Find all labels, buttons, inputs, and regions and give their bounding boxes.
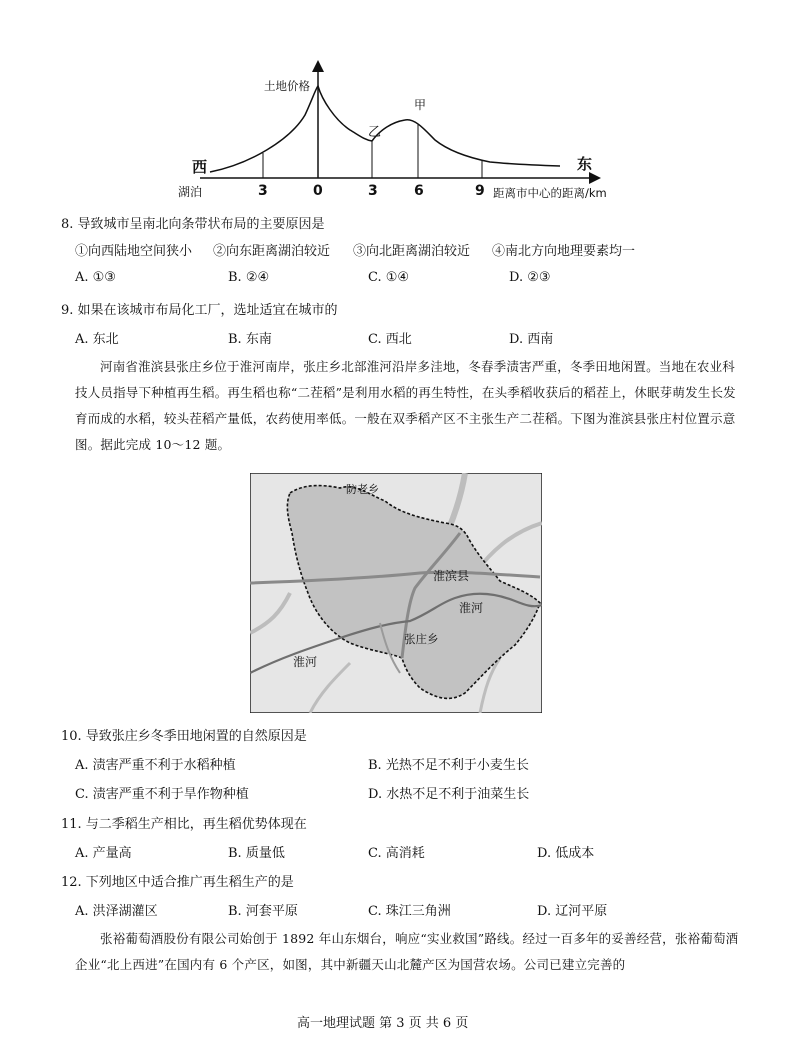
map-label-county: 淮滨县 bbox=[433, 569, 470, 583]
q9-option-c[interactable]: C. 西北 bbox=[368, 332, 412, 347]
q8-option-c[interactable]: C. ①④ bbox=[368, 270, 410, 285]
graph-y-label: 土地价格 bbox=[264, 79, 310, 93]
q9-stem: 9. 如果在该城市布局化工厂，选址适宜在城市的 bbox=[61, 303, 338, 318]
passage-rebirth-rice: 河南省淮滨县张庄乡位于淮河南岸，张庄乡北部淮河沿岸多洼地，冬春季渍害严重，冬季田地闲置。当地在农业科技人员指导下种植再生稻。再生稻也称“二茬稻”是利用水稻的再生特性，在头季稻收获后的稻茬上，休眠芽萌发生长发育而成的水稻，较头茬稻产量低，农药使用率低。一般在双季稻产区不主张生产二茬稻。下图为淮滨县张庄村位置示意图。据此完成 10～12 题。 bbox=[75, 359, 736, 452]
map-label-top: 防老乡 bbox=[346, 483, 379, 496]
graph-west-label: 西 bbox=[192, 158, 208, 176]
graph-east-label: 东 bbox=[577, 155, 593, 173]
map-label-river-left: 淮河 bbox=[293, 655, 318, 669]
graph-tick-e9: 9 bbox=[475, 183, 485, 199]
map-label-town: 张庄乡 bbox=[404, 632, 439, 646]
q11-option-a[interactable]: A. 产量高 bbox=[75, 846, 132, 861]
q12-option-b[interactable]: B. 河套平原 bbox=[228, 904, 298, 919]
q9-option-d[interactable]: D. 西南 bbox=[509, 332, 554, 347]
zhangzhuang-location-map bbox=[250, 473, 542, 713]
q8-item-2: ②向东距离湖泊较近 bbox=[213, 244, 331, 259]
page-footer: 高一地理试题 第 3 页 共 6 页 bbox=[297, 1016, 469, 1031]
graph-label-jia: 甲 bbox=[414, 98, 427, 112]
q9-option-a[interactable]: A. 东北 bbox=[75, 332, 119, 347]
q12-option-a[interactable]: A. 洪泽湖灌区 bbox=[75, 904, 158, 919]
q10-option-c[interactable]: C. 渍害严重不利于旱作物种植 bbox=[75, 787, 249, 802]
graph-tick-e6: 6 bbox=[414, 183, 424, 199]
q10-stem: 10. 导致张庄乡冬季田地闲置的自然原因是 bbox=[61, 729, 307, 744]
q12-stem: 12. 下列地区中适合推广再生稻生产的是 bbox=[61, 875, 294, 890]
graph-tick-w3: 3 bbox=[258, 183, 268, 199]
q12-option-d[interactable]: D. 辽河平原 bbox=[537, 904, 608, 919]
q8-option-d[interactable]: D. ②③ bbox=[509, 270, 551, 285]
graph-tick-0: 0 bbox=[313, 183, 323, 199]
q8-item-4: ④南北方向地理要素均一 bbox=[492, 244, 636, 259]
passage-changyu-wine: 张裕葡萄酒股份有限公司始创于 1892 年山东烟台，响应“实业救国”路线。经过一百多年的妥善经营，张裕葡萄酒企业“北上西进”在国内有 6 个产区，如图，其中新疆天山北麓产区为国营农场。公司已建立完善的 bbox=[75, 931, 739, 972]
q10-option-a[interactable]: A. 渍害严重不利于水稻种植 bbox=[75, 758, 236, 773]
q11-option-c[interactable]: C. 高消耗 bbox=[368, 846, 425, 861]
q8-item-1: ①向西陆地空间狭小 bbox=[75, 244, 193, 259]
graph-label-yi: 乙 bbox=[368, 125, 382, 140]
graph-x-label: 距离市中心的距离/km bbox=[493, 186, 607, 200]
graph-lake-label: 湖泊 bbox=[178, 185, 203, 199]
land-price-graph bbox=[170, 60, 640, 205]
q10-option-b[interactable]: B. 光热不足不利于小麦生长 bbox=[368, 758, 529, 773]
q9-option-b[interactable]: B. 东南 bbox=[228, 332, 272, 347]
q12-option-c[interactable]: C. 珠江三角洲 bbox=[368, 904, 451, 919]
q8-option-a[interactable]: A. ①③ bbox=[75, 270, 116, 285]
q8-stem: 8. 导致城市呈南北向条带状布局的主要原因是 bbox=[61, 217, 325, 232]
q11-option-b[interactable]: B. 质量低 bbox=[228, 846, 285, 861]
q11-option-d[interactable]: D. 低成本 bbox=[537, 846, 595, 861]
q10-option-d[interactable]: D. 水热不足不利于油菜生长 bbox=[368, 787, 530, 802]
graph-tick-e3: 3 bbox=[368, 183, 378, 199]
map-label-river-right: 淮河 bbox=[459, 601, 484, 615]
q11-stem: 11. 与二季稻生产相比，再生稻优势体现在 bbox=[61, 817, 307, 832]
q8-option-b[interactable]: B. ②④ bbox=[228, 270, 270, 285]
q8-item-3: ③向北距离湖泊较近 bbox=[353, 244, 471, 259]
